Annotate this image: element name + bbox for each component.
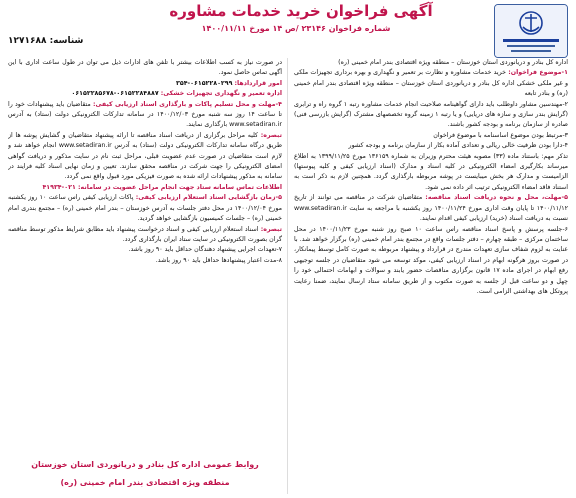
item3: ۳-مرتبط بودن موضوع اساسنامه با موضوع فراخوان [433, 131, 568, 139]
ad-subtitle: شماره فراخوان ۲۳۱۴۶ /ص ۱۴ مورخ ۱۴۰۰/۱۱/۱۱ [201, 24, 391, 33]
item5-text: متقاضیان شرکت در مناقصه می توانند از تاریخ ۱۴۰۰/۱۱/۱۲ تا پایان وقت اداری مورخ ۱۴۰۰/۱۱/۲۴ روز یکشنبه با مراجعه به سایت www.setadiran.ir نسبت به دریافت اسناد (خرید) ارزیابی کیفی اقدام نمایند. [294, 194, 568, 223]
ad-title: آگهی فراخوان خرید خدمات مشاوره [169, 2, 433, 20]
note2-heading: تبصره: [260, 131, 282, 139]
right-column [294, 58, 568, 496]
intro-paragraph: اداره کل بنادر و دریانوردی استان خوزستان – منطقه ویژه اقتصادی بندر امام خمینی (ره) [338, 59, 568, 66]
anchor-emblem-icon [495, 5, 567, 57]
note3 [8, 225, 282, 246]
item5 [294, 193, 568, 224]
note2 [8, 131, 282, 183]
left-item7: ۷-تعهدات اجرایی پیشنهاد دهندگان حداقل باید ۹۰ روز باشد. [128, 246, 282, 254]
left-item5-heading: ۵-زمان بازگشایی اسناد استعلام ارزیابی کیفی: [135, 194, 282, 202]
left-item4 [8, 100, 282, 131]
contact-maintenance-label: اداره تعمیر و نگهداری تجهیزات خشکی: [160, 90, 282, 98]
left-column [8, 58, 282, 496]
ad-serial-number: شناسه: ۱۲۷۱۶۸۸ [8, 36, 84, 46]
column-divider [287, 58, 288, 494]
item1-text: خرید خدمات مشاوره و نظارت بر تعمیر و نگهداری و بهره برداری تجهیزات ملکی و غیر ملکی خشکی اداره کل بنادر و دریانوردی استان خوزستان – منطقه ویژه اقتصادی بندر امام خمینی (ره) و بنادر تابعه [294, 69, 568, 98]
footer-line-2: منطقه ویژه اقتصادی بندر امام خمینی (ره) [60, 478, 230, 487]
contact-maintenance-phone: ۰۶۱۵۲۲۸۴۸۸۷-۰۶۱۵۲۲۸۵۶۷۸ [71, 90, 159, 98]
left-item8: ۸-مدت اعتبار پیشنهادها حداقل باید ۹۰ روز باشد. [155, 256, 282, 264]
left-item5-text: پاکات ارزیابی کیفی راس ساعت ۱۰ روز یکشنبه مورخ ۱۴۰۰/۱۲/۰۴ در محل دفتر جلسات به آدرس خوزستان – بندر امام خمینی (ره) – مجتمع بندری امام خمینی (ره) – جلسات کمیسیون بازگشایی خواهد گردید. [8, 194, 282, 223]
left-item5 [8, 193, 282, 224]
note3-text: اسناد استعلام ارزیابی کیفی و اسناد درخواست پیشنهاد باید مطابق شرایط مذکور توسط مناقصه گران بصورت الکترونیکی در سایت ستاد ایران بارگذاری گردد. [8, 225, 282, 243]
item6: ۶-جلسه پرسش و پاسخ اسناد مناقصه راس ساعت ۱۰ صبح روز شنبه مورخ ۱۴۰۰/۱۱/۲۳ در محل ساختمان مرکزی – طبقه چهارم – دفتر جلسات واقع در مجتمع بندر امام خمینی (ره) برگزار خواهد شد. با عنایت به لزوم شفاف سازی تعهدات مندرج در قرارداد و پیشنهاد مربوطه به صورت کامل توسط پیمانکار، در صورت بروز هرگونه ابهام در اسناد ارزیابی کیفی، موکد توسعه می شود متقاضیان در جلسه توجیهی رفع ابهام در اجرای ماده ۱۷ قانون برگزاری مناقصات حضور یابند و سوالات و ابهامات احتمالی خود را چهل و دو ساعت قبل از جلسه به صورت مکتوب و از طریق سامانه ستاد ارسال نمایند، ضمنا رعایت پروتکل های بهداشتی الزامی است. [294, 225, 568, 295]
footer-line-1: روابط عمومی اداره کل بنادر و دریانوردی استان خوزستان [31, 460, 259, 469]
item4: ۴-دارا بودن ظرفیت خالی ریالی و تعدادی آماده بکار از سازمان برنامه و بودجه کشور [348, 142, 568, 150]
item2: ۲-مهندسین مشاور داوطلب باید دارای گواهینامه صلاحیت انجام خدمات مشاوره رتبه ۱ گروه راه و ترابری (گرایش بندر سازی و سازه های دریایی) و یا رتبه ۱ زمینه گروه تخصصهای مشترک (گرایش بازرسی فنی) صادره از سازمان برنامه و بودجه کشور باشند. [294, 100, 568, 129]
item1 [294, 68, 568, 99]
item5-heading: ۵-مهلت، محل و نحوه دریافت اسناد مناقصه: [425, 194, 568, 202]
contact-contracts-label: امور قراردادها: [234, 79, 282, 87]
info-paragraph: در صورت نیاز به کسب اطلاعات بیشتر با تلفن های ادارات ذیل می توان در طول ساعت اداری با این آگهی تماس حاصل نمود. [8, 59, 282, 77]
contact-maintenance [8, 89, 282, 99]
contact-contracts-phone: ۰۶۱۵۲۲۸۰۲۹۹-۳۵۴ [176, 79, 233, 87]
left-item4-heading: ۴-مهلت و محل تسلیم پاکات و بارگذاری اسناد ارزیابی کیفی: [92, 100, 282, 108]
note3-heading: تبصره: [260, 225, 282, 233]
important-note: تذکر مهم: باستناد ماده (۳۳) مصوبه هیئت محترم وزیران به شماره ۱۳۶۱۵۹ مورخ ۱۳۹۹/۱۱/۲۵ به اطلاع میرساند بکارگیری امضاء الکترونیکی در کلیه اسناد و مدارک (اسناد ارزیابی کیفی و کلیه پیوستها) الزامیست و مدارک هر بخش میبایست در پوشه مربوطه بارگذاری گردد. همچنین لازم به ذکر است به استناد فاقد امضاء الکترونیکی ترتیب اثر داده نمی شود. [294, 152, 568, 191]
left-item4-text: متقاضیان باید پیشنهادات خود را تا ساعت ۱۴ روز سه شنبه مورخ ۱۴۰۰/۱۲/۰۳ در سامانه تدارکات الکترونیکی دولت (ستاد) به آدرس www.setadiran.ir بارگذاری نمایند. [8, 100, 282, 129]
contact-contracts [8, 79, 282, 89]
helpdesk-info: اطلاعات تماس سامانه ستاد جهت انجام مراحل عضویت در سامانه: ۰۲۱-۴۱۹۳۴ [42, 183, 282, 191]
item1-heading: ۱-موضوع فراخوان: [508, 69, 568, 77]
ports-organization-logo [494, 4, 568, 58]
note2-text: کلیه مراحل برگزاری از دریافت اسناد مناقصه تا ارائه پیشنهاد متقاضیان و گشایش پوشه ها از طریق درگاه سامانه تدارکات الکترونیکی دولت (ستاد) به آدرس www.setadiran.ir انجام خواهد شد و لازم است متقاضیان در صورت عدم عضویت قبلی، مراحل ثبت نام در سایت مذکور و دریافت گواهی امضای الکترونیکی را جهت شرکت در مناقصه محقق سازند. تعیین و زمان نهایی اسناد کلیه فرایند در سامانه به مذکور پیشنهادات ارائه شده به صورت فیزیکی مورد قبول واقع نمی گردد. [8, 131, 282, 181]
